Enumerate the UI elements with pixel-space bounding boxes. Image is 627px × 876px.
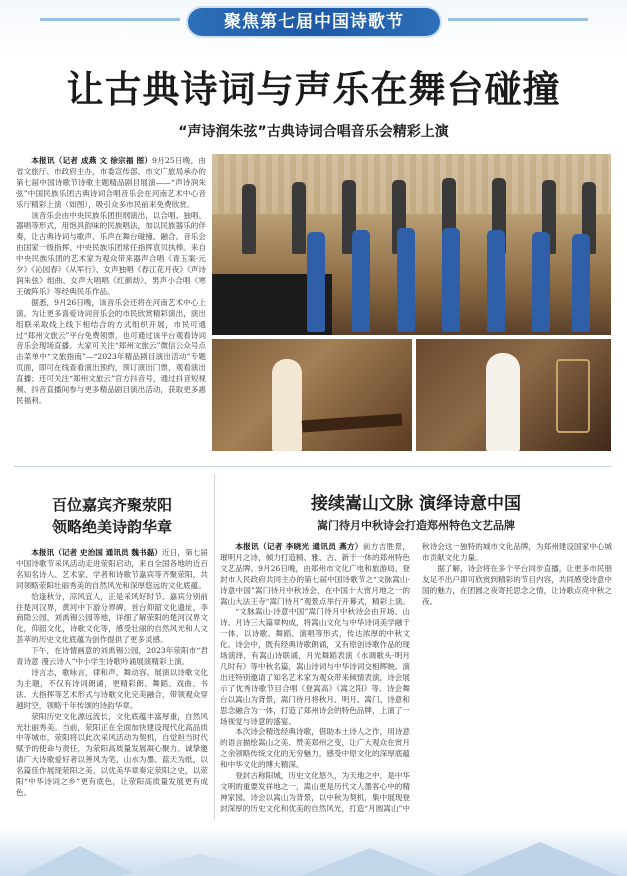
- article2-para-1: 恰逢秋分，凉风宜人，正是采风好时节。嘉宾分别前往楚河汉界，黄河中下游分界碑，首台仰韶文化遗址，李商隐公园，刘禹锡公园等地，详细了解荥阳的楚河汉界文化，仰韶文化，诗歌文化等，感受壮丽的自然风光和人文荟萃的历史文化底蕴为创作提供了更多灵感。: [16, 591, 208, 645]
- banner-swoosh-left: [40, 18, 180, 21]
- article1-para-0: 本报讯（记者 成燕 文 徐宗福 图）9月25日晚，由省文旅厅、市政府主办，市委宣传部、市文广旅局承办的第七届中国诗歌节诗歌主题精品剧目展演——“声诗润朱弦”中国民族乐团古典诗词合唱音乐会在河南艺术中心音乐厅精彩上演（如图），吸引众多市民前来免费欣赏。: [16, 156, 206, 209]
- article1-body: [16, 156, 206, 452]
- article2-lead: 本报讯: [31, 548, 55, 557]
- article2-byline: （记者 史治国 通讯员 魏书磊）: [54, 548, 163, 557]
- solo-singer-photo: [416, 339, 611, 451]
- article2-title-line1: 百位嘉宾齐聚荥阳: [51, 496, 172, 514]
- article1-byline: （记者 成燕 文 徐宗福 图）: [54, 156, 153, 165]
- section-banner: 聚焦第七届中国诗歌节: [188, 8, 440, 36]
- footer-decoration: [0, 826, 627, 876]
- article2-para-3: 诗言志，歌咏言，律和声，舞动容。展演以诗歌文化为主题，不仅有诗词朗诵，更精彩朗、舞蹈、戏曲、书法、大指挥等艺术形式与诗歌文化完美融合，带领观众穿越时空，领略千年传颂的诗韵华章。: [16, 667, 208, 710]
- section-divider: [14, 466, 612, 467]
- article2-para-2: 下午，在诗情画意的刘禹锡公园，2023年荥阳市“君青诗意 漫云诗人”中小学生诗歌吟诵展演精彩上演。: [16, 646, 208, 667]
- article2-para-0: 本报讯（记者 史治国 通讯员 魏书磊）近日，第七届中国诗歌节采风活动走进荥阳启动，来自全国各地的近百名知名诗人、艺术家、学者和诗歌节嘉宾等齐聚荥阳，共同领略荥阳壮丽秀美的自然风光和深厚悠远的文化底蕴。: [16, 548, 208, 590]
- article3-para-2: 本次诗会精选经典诗歌，借助本土诗人之作，用诗意的语言描绘嵩山之美、赞美郑州之变，让广大观众在赏月之余领略传统文化的无穷魅力，感受中原文化的深厚底蕴和中华文化的博大精深。: [220, 727, 410, 770]
- article3-title: 接续嵩山文脉 演绎诗意中国: [311, 494, 521, 514]
- article2-title: [16, 494, 208, 538]
- main-subheadline: “声诗润朱弦”古典诗词合唱音乐会精彩上演: [178, 124, 449, 140]
- choir-stage-photo: [212, 154, 611, 335]
- article3-byline: （记者 李晓光 通讯员 燕方）: [258, 542, 363, 551]
- article1-para-2: 据悉，9月26日晚，该音乐会还将在河南艺术中心上演。为让更多喜爱诗词音乐会的市民欣赏精彩演出，演出组联采取线上线下相结合的方式组织开展，市民可通过“郑州文旅云”平台免费领票，也可通过该平台观看诗词音乐会现场直播。大家可关注“郑州文旅云”微信公众号点击菜单中“文旅指南”—“2023年精品剧目演出活动”专题页面，即可在线查看演出预约，预订演出门票，观看演出直播；还可关注“郑州文旅云”官方抖音号，通过抖音短视频、抖音直播间参与更多精品剧目演出活动，获取更多惠民福利。: [16, 297, 206, 405]
- article2-para-4: 荥阳历史文化源远流长，文化底蕴丰富厚重，自然风光壮丽秀美。当前，荥阳正在全面加快建设现代化高品质中等城市，荥阳将以此次采风活动为契机，自觉担当时代赋予的使命与责任，为荥阳高质量发展凝心聚力。诚挚邀请广大诗歌爱好者以善风为笔、山水为墨、蓝天为纸，以名篇佳作展现荥阳之美、以优美华章奏定荥阳之史，以荥阳“中华诗词之乡”更有底色，让荥阳高质量发展更有成色。: [16, 711, 208, 797]
- column-divider: [214, 474, 215, 820]
- article3-para-3: 登封古称阳城，历史文化悠久，为天地之中，是中华文明的重要发祥地之一，嵩山更是历代文人墨客心中的精神家园。诗会以嵩山为背景，以中秋为契机，集中展现登封深厚的历史文化和优美的自然风光，打造“月圆嵩山”中秋诗会这一独特的城市文化品牌，为郑州建设国家中心城市贡献文化力量。: [220, 542, 612, 813]
- banner-swoosh-right: [448, 18, 588, 21]
- article3-para-0: 本报讯（记者 李晓光 通讯员 燕方）前方吉胜景，璀明月之诗，倾力打造精、雅、古、新于一体的郑州特色文艺品牌。9月26日晚，由郑州市文化广电和旅游局、登封市人民政府共同主办的第七届中国诗歌节之“文脉嵩山·诗意中国”嵩门待月中秋诗会，在中国十大赏月地之一的嵩山大法王寺“嵩门待月”观景点举行开幕式，精彩上演。: [220, 542, 411, 606]
- article2-body: [16, 548, 208, 826]
- article3-para-1: “文脉嵩山·诗意中国”嵩门待月中秋诗会由开场、山诗、月诗三大篇章构成，将嵩山文化与中华诗词美学融于一体，以诗歌、舞蹈、演唱等形式，传达浓厚的中秋文化。诗会中，既有经典诗歌朗诵，又有原创诗歌作品的现场演绎，有嵩山诗联诵，月光舞蹈表演《水调歌头·明月几时有》等中秋名篇，嵩山诗词与中华诗词交相辉映。演出还特别邀请了知名艺术家为观众带来倾情表演，诗会展示了优秀诗歌节目合唱《登嵩高》《嵩之阳》等。诗会舞台以嵩山为背景，嵩门待月将秋月、明月、嵩门、诗意和思念融合为一体，打造了郑州诗会的特色品牌，上演了一场视觉与诗意的盛宴。: [220, 607, 410, 726]
- main-headline: 让古典诗词与声乐在舞台碰撞: [66, 68, 561, 111]
- article1-para-1: 该音乐会由中央民族乐团担纲演出，以合唱、独唱、器唱等形式，用饱具韵味的民族唱法，加以民族器乐的伴奏，让古典诗词与歌声、乐声在舞台碰撞、融合。音乐会由国家一级指挥、中央民族乐团常任指挥袁贝执棒。来自中央民族乐团的艺术家为观众带来器声合唱《青玉案·元夕》《沁园春》《从军行》、女声独唱《春江花月夜》《声诗润朱弦》组曲、女声大唱唱《红颜劫》、男声小合唱《寒王破阵乐》等经典民乐作品。: [16, 210, 206, 296]
- guzheng-performer-photo: [212, 339, 412, 451]
- article3-lead: 本报讯: [235, 542, 259, 551]
- article1-lead: 本报讯: [31, 156, 55, 165]
- article2-title-line2: 领略绝美诗韵华章: [51, 518, 172, 536]
- article3-para-4: 据了解，诗会将在多个平台同步直播，让更多市民朋友足不出户即可欣赏到精彩的节目内容，共同感受诗意中国的魅力，在团圆之夜寄托思念之情，让诗歌点亮中秋之夜。: [422, 563, 612, 606]
- article3-subtitle: 嵩门待月中秋诗会打造郑州特色文艺品牌: [317, 519, 515, 532]
- article3-body: [220, 542, 612, 826]
